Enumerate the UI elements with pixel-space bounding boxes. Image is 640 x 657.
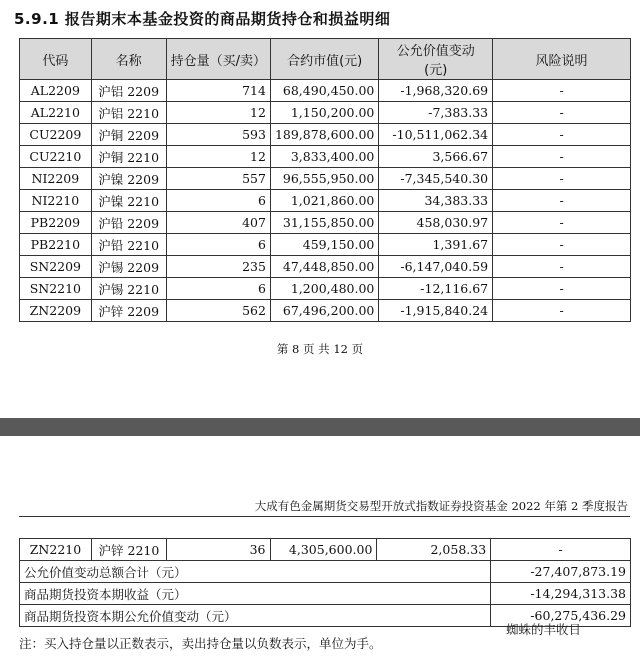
header-fair-value-change-line1: 公允价值变动: [396, 44, 475, 59]
futures-summary-table: [19, 538, 631, 627]
cell-name: 沪锌 2209: [91, 300, 166, 322]
table-row: [20, 256, 631, 278]
header-name: 名称: [91, 39, 166, 80]
cell-value: 67,496,200.00: [270, 300, 378, 322]
cell-name: 沪铜 2210: [91, 146, 166, 168]
cell-risk: -: [493, 190, 631, 212]
table-row: [20, 300, 631, 322]
table-row: [20, 124, 631, 146]
cell-risk: -: [493, 234, 631, 256]
table-row: [20, 102, 631, 124]
cell-code: CU2209: [20, 124, 92, 146]
footnote: 注：买入持仓量以正数表示，卖出持仓量以负数表示，单位为手。: [19, 636, 382, 651]
cell-position: 12: [166, 102, 270, 124]
cell-position: 557: [166, 168, 270, 190]
cell-position: 562: [166, 300, 270, 322]
cell-name: 沪铝 2209: [91, 80, 166, 102]
table-header-row: [20, 39, 631, 80]
cell-code: NI2209: [20, 168, 92, 190]
summary-label: 商品期货投资本期公允价值变动（元）: [20, 605, 491, 627]
cell-fair-change: -1,915,840.24: [379, 300, 493, 322]
cell-code: NI2210: [20, 190, 92, 212]
cell-name: 沪铅 2210: [91, 234, 166, 256]
cell-value: 96,555,950.00: [270, 168, 378, 190]
table-row: [20, 539, 631, 561]
summary-label: 商品期货投资本期收益（元）: [20, 583, 491, 605]
futures-holdings-table: [19, 38, 631, 322]
summary-row: [20, 561, 631, 583]
summary-value: -14,294,313.38: [491, 583, 631, 605]
cell-value: 47,448,850.00: [270, 256, 378, 278]
cell-name: 沪铅 2209: [91, 212, 166, 234]
cell-fair-change: -7,383.33: [379, 102, 493, 124]
cell-value: 1,021,860.00: [270, 190, 378, 212]
cell-fair-change: 3,566.67: [379, 146, 493, 168]
header-fair-value-change-line2: (元): [424, 63, 448, 78]
cell-position: 407: [166, 212, 270, 234]
summary-value: -60,275,436.29: [491, 605, 631, 627]
cell-risk: -: [493, 278, 631, 300]
report-header: 大成有色金属期货交易型开放式指数证券投资基金 2022 年第 2 季度报告: [254, 499, 628, 513]
cell-risk: -: [491, 539, 631, 561]
table-row: [20, 80, 631, 102]
section-title: 5.9.1 报告期末本基金投资的商品期货持仓和损益明细: [14, 10, 391, 28]
cell-code: SN2210: [20, 278, 92, 300]
header-fair-value-change: [379, 39, 493, 80]
cell-position: 6: [166, 190, 270, 212]
cell-position: 6: [166, 278, 270, 300]
cell-risk: -: [493, 124, 631, 146]
table-row: [20, 278, 631, 300]
cell-code: ZN2210: [20, 539, 92, 561]
cell-risk: -: [493, 80, 631, 102]
cell-value: 3,833,400.00: [270, 146, 378, 168]
cell-value: 31,155,850.00: [270, 212, 378, 234]
cell-code: CU2210: [20, 146, 92, 168]
cell-position: 12: [166, 146, 270, 168]
cell-fair-change: 2,058.33: [377, 539, 491, 561]
cell-fair-change: 34,383.33: [379, 190, 493, 212]
cell-fair-change: -12,116.67: [379, 278, 493, 300]
cell-code: AL2210: [20, 102, 92, 124]
table-row: [20, 168, 631, 190]
cell-fair-change: 1,391.67: [379, 234, 493, 256]
summary-label: 公允价值变动总额合计（元）: [20, 561, 491, 583]
cell-risk: -: [493, 212, 631, 234]
cell-fair-change: -10,511,062.34: [379, 124, 493, 146]
cell-risk: -: [493, 146, 631, 168]
cell-fair-change: -7,345,540.30: [379, 168, 493, 190]
table-row: [20, 234, 631, 256]
cell-position: 235: [166, 256, 270, 278]
cell-name: 沪镍 2210: [91, 190, 166, 212]
cell-code: AL2209: [20, 80, 92, 102]
cell-position: 6: [166, 234, 270, 256]
cell-risk: -: [493, 256, 631, 278]
cell-position: 593: [166, 124, 270, 146]
page-gap-divider: [0, 418, 640, 436]
cell-fair-change: -6,147,040.59: [379, 256, 493, 278]
header-rule: [19, 516, 630, 517]
cell-risk: -: [493, 300, 631, 322]
cell-value: 4,305,600.00: [270, 539, 377, 561]
cell-code: PB2210: [20, 234, 92, 256]
cell-risk: -: [493, 102, 631, 124]
cell-risk: -: [493, 168, 631, 190]
cell-fair-change: 458,030.97: [379, 212, 493, 234]
cell-value: 1,150,200.00: [270, 102, 378, 124]
header-position: 持仓量（买/卖）: [166, 39, 270, 80]
table-row: [20, 212, 631, 234]
cell-name: 沪锌 2210: [91, 539, 166, 561]
cell-value: 68,490,450.00: [270, 80, 378, 102]
header-code: 代码: [20, 39, 92, 80]
cell-value: 1,200,480.00: [270, 278, 378, 300]
cell-fair-change: -1,968,320.69: [379, 80, 493, 102]
watermark: 蜘蛛的丰收日: [506, 622, 582, 637]
header-contract-value: 合约市值(元): [270, 39, 378, 80]
table-row: [20, 190, 631, 212]
table-row: [20, 146, 631, 168]
cell-value: 189,878,600.00: [270, 124, 378, 146]
summary-row: [20, 583, 631, 605]
cell-name: 沪锡 2210: [91, 278, 166, 300]
cell-code: SN2209: [20, 256, 92, 278]
cell-name: 沪镍 2209: [91, 168, 166, 190]
cell-code: PB2209: [20, 212, 92, 234]
cell-position: 36: [166, 539, 270, 561]
header-risk: 风险说明: [493, 39, 631, 80]
cell-name: 沪铜 2209: [91, 124, 166, 146]
summary-value: -27,407,873.19: [491, 561, 631, 583]
cell-position: 714: [166, 80, 270, 102]
cell-name: 沪锡 2209: [91, 256, 166, 278]
cell-name: 沪铝 2210: [91, 102, 166, 124]
cell-code: ZN2209: [20, 300, 92, 322]
cell-value: 459,150.00: [270, 234, 378, 256]
page-number: 第 8 页 共 12 页: [276, 342, 364, 356]
